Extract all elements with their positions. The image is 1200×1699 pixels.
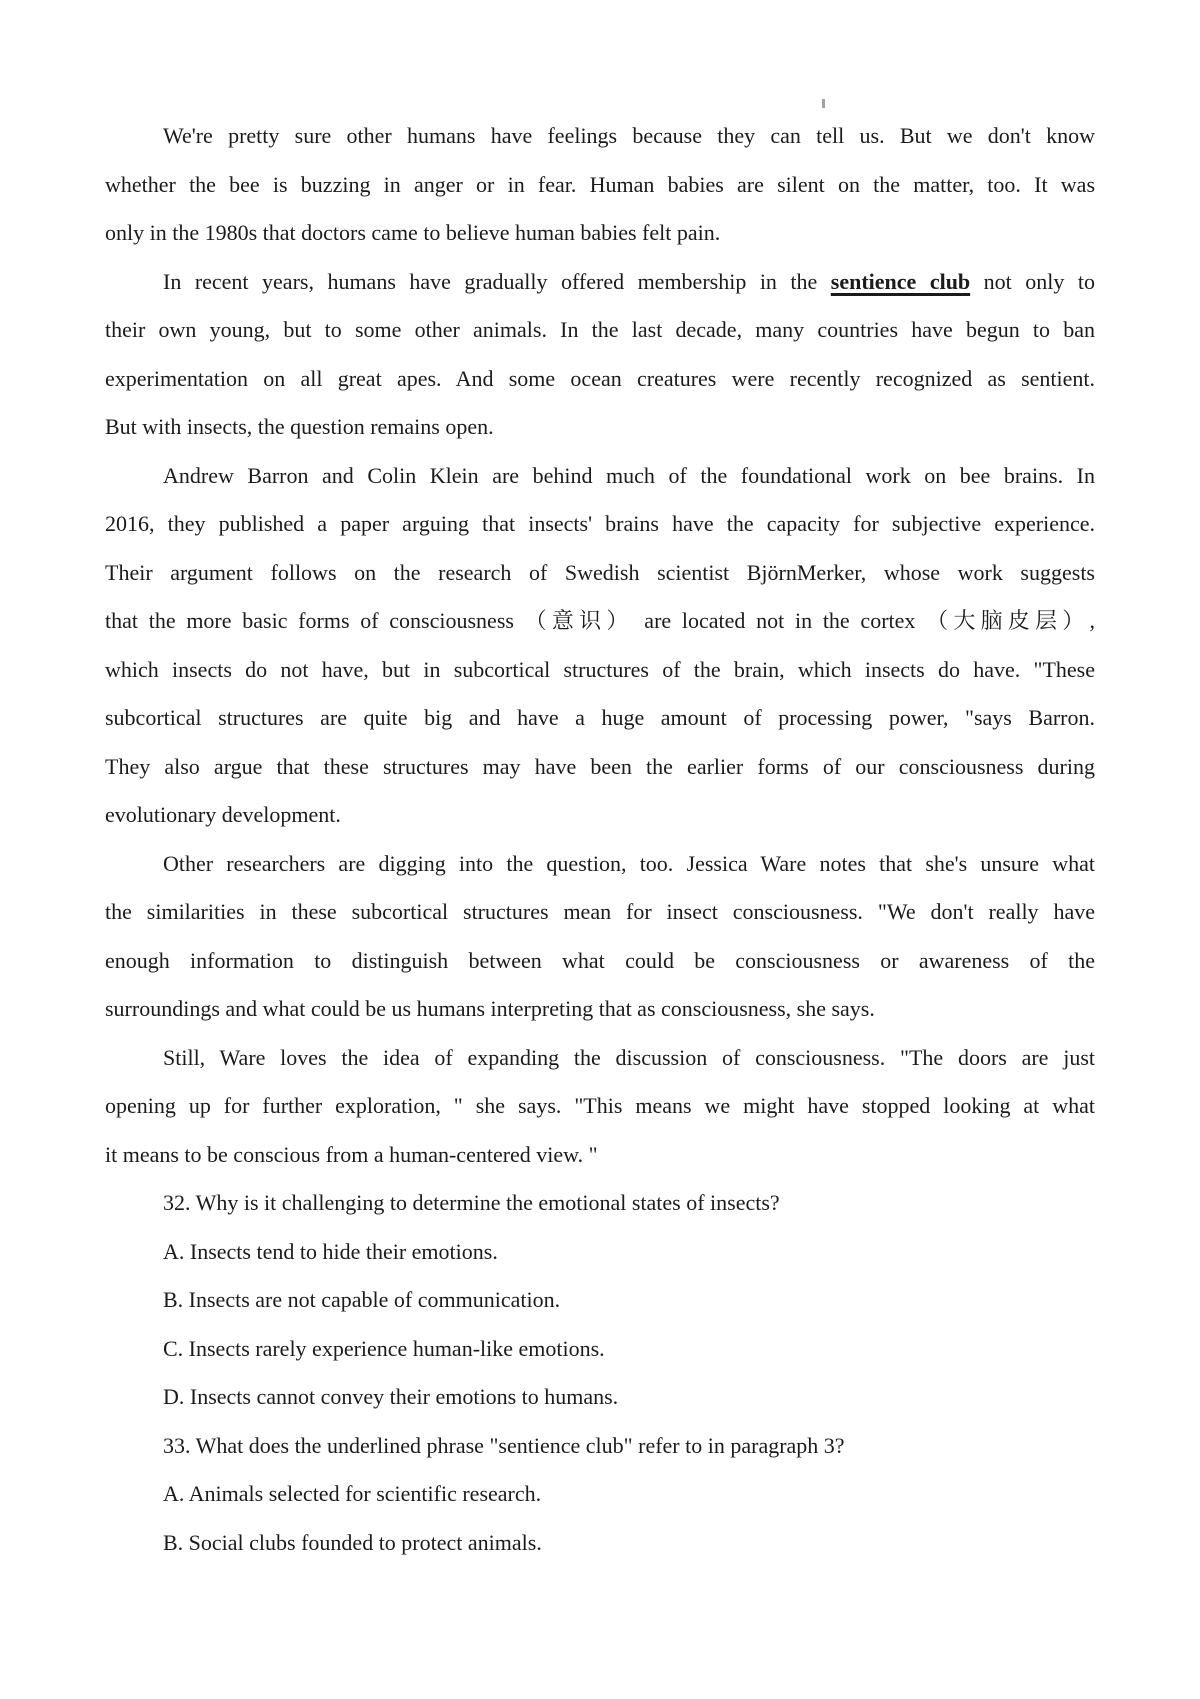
question-stem: 32. Why is it challenging to determine the emotional states of insects?	[163, 1190, 780, 1215]
option-line-a: A. Insects tend to hide their emotions.	[163, 1238, 498, 1264]
passage-line-chinese-gloss: that the more basic forms of consciousness （意识） are located not in the cortex （大脑皮层）,	[105, 608, 1095, 633]
passage-paragraph-4	[105, 840, 1095, 1034]
passage-line: We're pretty sure other humans have feelings because they can tell us. But we don't know	[163, 123, 1095, 148]
passage-line: 2016, they published a paper arguing that insects' brains have the capacity for subjective experience.	[105, 511, 1095, 536]
passage-line: Andrew Barron and Colin Klein are behind much of the foundational work on bee brains. In	[163, 462, 1095, 488]
passage-paragraph-5	[105, 1034, 1095, 1180]
passage-line: surroundings and what could be us humans interpreting that as consciousness, she says.	[105, 996, 875, 1021]
passage-line: evolutionary development.	[105, 802, 341, 827]
passage-line: only in the 1980s that doctors came to believe human babies felt pain.	[105, 220, 721, 245]
passage-line: Their argument follows on the research of Swedish scientist BjörnMerker, whose work suggests	[105, 559, 1095, 585]
option-line-b: B. Social clubs founded to protect animals.	[163, 1529, 542, 1555]
passage-line: They also argue that these structures may have been the earlier forms of our consciousness during	[105, 753, 1095, 779]
passage-line: experimentation on all great apes. And some ocean creatures were recently recognized as sentient.	[105, 365, 1095, 391]
option-line-a: A. Animals selected for scientific research.	[163, 1481, 542, 1506]
question-33	[105, 1422, 1095, 1568]
passage-line: which insects do not have, but in subcortical structures of the brain, which insects do have. "These	[105, 656, 1095, 682]
underlined-phrase-sentience-club: sentience club	[830, 268, 971, 294]
passage-line: it means to be conscious from a human-centered view. "	[105, 1141, 598, 1167]
passage-line: opening up for further exploration, " she says. "This means we might have stopped looking at what	[105, 1093, 1095, 1118]
question-32	[105, 1179, 1095, 1422]
passage-line: Other researchers are digging into the question, too. Jessica Ware notes that she's unsure what	[163, 850, 1095, 876]
passage-text: In recent years, humans have gradually offered membership in the	[163, 268, 831, 294]
passage-line: their own young, but to some other animals. In the last decade, many countries have begun to ban	[105, 317, 1095, 342]
passage-line-with-highlight	[105, 258, 1095, 307]
option-line-b: B. Insects are not capable of communication.	[163, 1287, 561, 1312]
passage-text: not only to	[970, 268, 1095, 294]
passage-paragraph-1	[105, 112, 1095, 258]
passage-paragraph-3	[105, 452, 1095, 840]
scan-artifact-mark	[822, 99, 825, 108]
reading-passage	[105, 112, 1095, 1567]
option-line-d: D. Insects cannot convey their emotions to humans.	[163, 1384, 619, 1409]
passage-line: Still, Ware loves the idea of expanding the discussion of consciousness. "The doors are just	[163, 1044, 1095, 1070]
passage-paragraph-2	[105, 258, 1095, 452]
passage-line: the similarities in these subcortical structures mean for insect consciousness. "We don't really have	[105, 899, 1095, 924]
option-line-c: C. Insects rarely experience human-like emotions.	[163, 1335, 605, 1361]
passage-line: whether the bee is buzzing in anger or in fear. Human babies are silent on the matter, too. It was	[105, 171, 1095, 197]
passage-line: subcortical structures are quite big and have a huge amount of processing power, "says Barron.	[105, 705, 1095, 730]
question-stem: 33. What does the underlined phrase "sentience club" refer to in paragraph 3?	[163, 1432, 845, 1458]
passage-line: But with insects, the question remains open.	[105, 414, 494, 439]
passage-line: enough information to distinguish between what could be consciousness or awareness of the	[105, 947, 1095, 973]
